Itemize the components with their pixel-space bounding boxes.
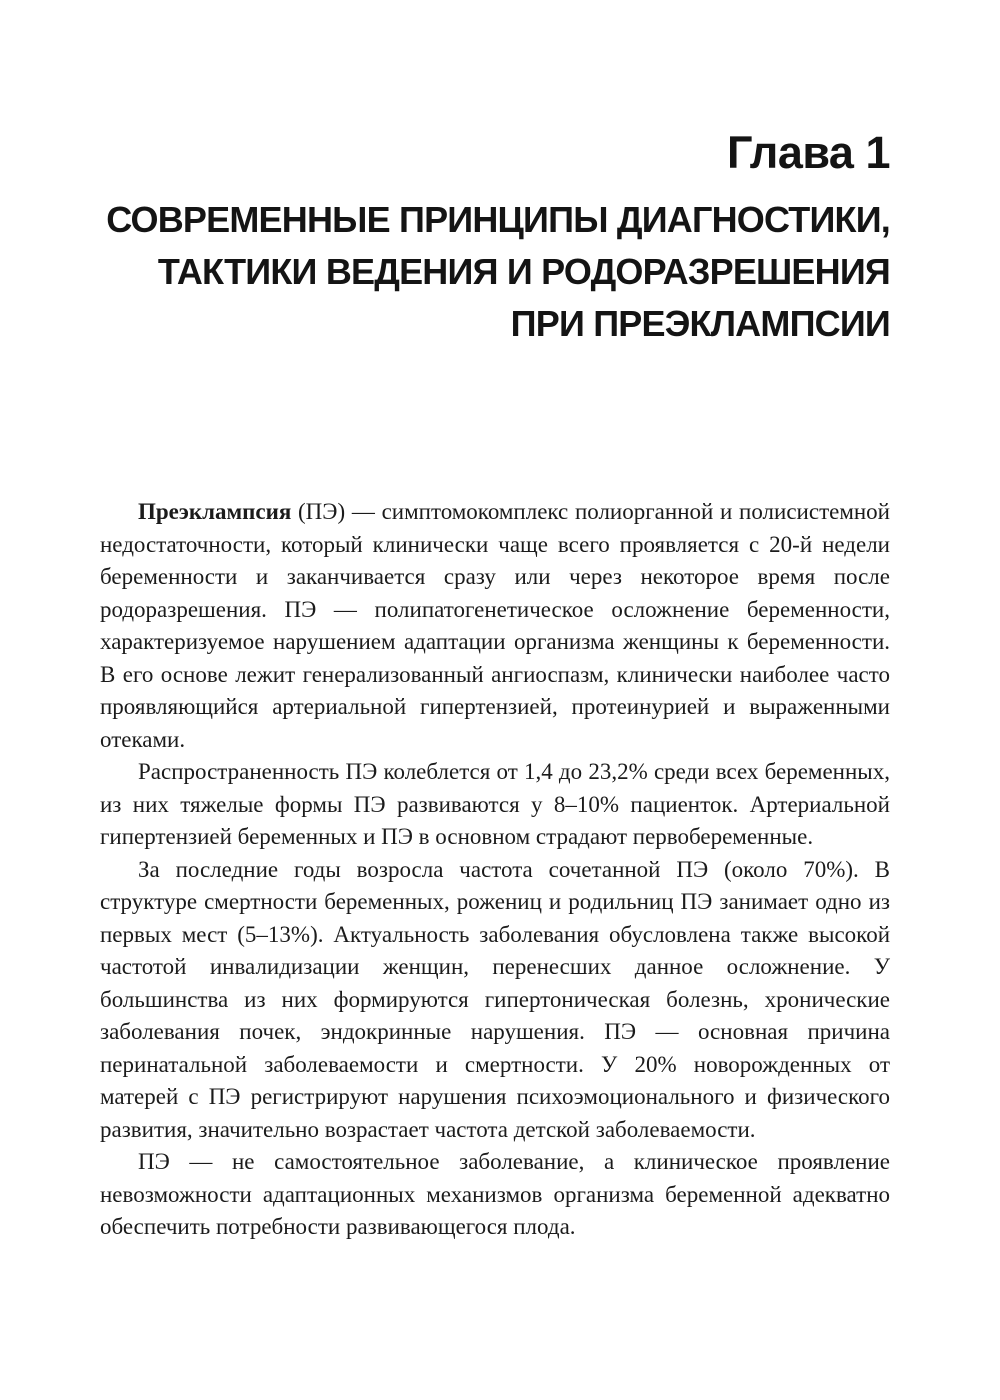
chapter-title-line-1: СОВРЕМЕННЫЕ ПРИНЦИПЫ ДИАГНОСТИКИ,: [106, 199, 890, 240]
paragraph-3-text: За последние годы возросла частота сочетанной ПЭ (около 70%). В структуре смертности беременных, рожениц и родильниц ПЭ занимает одно из первых мест (5–13%). Актуальность заболевания обусловлена также высокой частотой инвалидизации женщин, перенесших данное осложнение. У большинства из них формируются гипертоническая болезнь, хронические заболевания почек, эндокринные нарушения. ПЭ — основная причина перинатальной заболеваемости и смертности. У 20% новорожденных от матерей с ПЭ регистрируют нарушения психоэмоционального и физического развития, значительно возрастает частота детской заболеваемости.: [100, 856, 890, 1142]
paragraph-1-lead: Преэклампсия: [138, 499, 292, 524]
chapter-title-line-3: ПРИ ПРЕЭКЛАМПСИИ: [510, 303, 890, 344]
paragraph-1-text: (ПЭ) — симптомокомплекс полиорганной и полисистемной недостаточности, который клинически чаще всего проявляется с 20-й недели беременности и заканчивается сразу или через некоторое время после родоразрешения. ПЭ — полипатогенетическое осложнение беременности, характеризуемое нарушением адаптации организма женщины к беременности. В его основе лежит генерализованный ангиоспазм, клинически наиболее часто проявляющийся артериальной гипертензией, протеинурией и выраженными отеками.: [100, 499, 890, 752]
paragraph-4: [100, 1146, 890, 1244]
paragraph-4-text: ПЭ — не самостоятельное заболевание, а клиническое проявление невозможности адаптационных механизмов организма беременной адекватно обеспечить потребности развивающегося плода.: [100, 1149, 890, 1239]
chapter-title: [100, 194, 890, 350]
paragraph-1: [100, 496, 890, 756]
paragraph-2-text: Распространенность ПЭ колеблется от 1,4 до 23,2% среди всех беременных, из них тяжелые формы ПЭ развиваются у 8–10% пациенток. Артериальной гипертензией беременных и ПЭ в основном страдают первобеременные.: [100, 759, 890, 849]
paragraph-3: [100, 854, 890, 1147]
body-text: [100, 496, 890, 1244]
paragraph-2: [100, 756, 890, 854]
chapter-label: Глава 1: [726, 127, 890, 178]
chapter-title-line-2: ТАКТИКИ ВЕДЕНИЯ И РОДОРАЗРЕШЕНИЯ: [157, 251, 890, 292]
